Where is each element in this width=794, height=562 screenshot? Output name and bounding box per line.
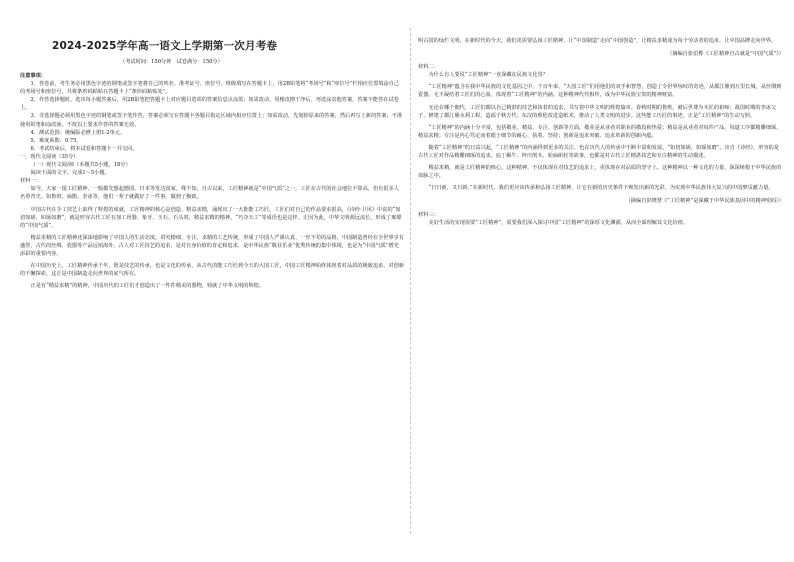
material1-paragraph: 在中国历史上，工匠精神传承千年，既是技艺的传承，也是文化的传承。从古代的能工巧匠到今天的大国工匠，中国工匠精神始终体现着对品质的极致追求，对创新的不懈探索，这正是中国制造走向世界的底气所在。 [20, 263, 405, 278]
material1-label: 材料一： [20, 178, 41, 185]
right-column [418, 0, 784, 562]
material2-source: （摘编自彭晓慧《“工匠精神”是深藏于中华民族基因中的精神密码》） [625, 198, 784, 205]
material2-paragraph: 精益求精，就是工匠精神的核心。这种精神，不仅体现在对技艺的追求上，更体现在对品质的坚守上。这种精神以一种文化的力量，深深植根于中华民族的血脉之中。 [418, 165, 782, 180]
material1-continued: 明古国的灿烂文明。在新时代的今天，我们更需要弘扬工匠精神，让“中国制造”走向“中国创造”，让精益求精成为每个劳动者的追求，让中国品牌走向世界。 [418, 38, 777, 44]
material1-source: （摘编自张伯桦《工匠精神自古就是“中国气质”》） [667, 51, 784, 58]
notice-item: 2．作答选择题时，选出每小题答案后，用2B铅笔把答题卡上对应题目选项的答案信息点涂黑；如需改动，用橡皮擦干净后，再选涂其他答案，答案不能答在试卷上。 [20, 97, 399, 112]
reading-instruction: 阅读下面的文字，完成1～5小题。 [30, 170, 110, 177]
exam-title: 2024-2025学年高一语文上学期第一次月考卷 [52, 40, 278, 52]
notice-item: 5．难度系数：0.75。 [30, 137, 82, 144]
notice-item: 3．非选择题必须用黑色字迹的钢笔或签字笔作答，答案必须写在答题卡各题目指定区域内相应位置上；如需改动，先划掉原来的答案，然后再写上新的答案；不准使用铅笔和涂改液。不按以上要求作答的答案无效。 [20, 113, 403, 128]
notice-item: 6．考试结束后，将本试卷和答题卡一并交回。 [30, 145, 138, 152]
material2-paragraph: “工匠精神”的内涵十分丰富，包括敬业、精益、专注、创新等方面。敬业是从业者对职业的敬畏和热爱；精益是从业者对每件产品、每道工序都精雕细琢、精益求精；专注是内心笃定而着眼于细节的耐心、执着、坚持；创新是追求突破、追求革新的创新内蕴。 [418, 124, 782, 139]
material2-paragraph: 无论在哪个朝代，工匠们都以自己精湛的技艺和执着的追求，书写着中华文明的辉煌篇章。春秋时期的鲁班，被后世尊为木匠的祖师；战国时期的李冰父子，修建了都江堰水利工程，造福千秋万代；东汉的蔡伦改进造纸术，推动了人类文明的进步。这些能工巧匠的事迹，正是“工匠精神”的生动写照。 [418, 104, 777, 119]
material1-paragraph: 精益求精的工匠精神还深深地影响了中国人的生活态度。讲究精细、专注、求精的工艺传统，形成了中国人严谨认真、一丝不苟的品格。中国制造曾经在全世界享有盛誉，古代的丝绸、瓷器等产品远销海外。古人对工匠技艺的追求，是对自身价值的肯定和追求，是中华民族“敬业乐业”优秀传统的集中体现，也是为“中国气质”增光添彩的重要内容。 [20, 234, 405, 257]
exam-subtitle: （考试时间：150分钟 试卷满分：150分） [120, 59, 223, 65]
material1-paragraph: 如今，大家一提工匠精神，一般都先想起德国、日本等发达国家。殊不知，自古以来，工匠精神就是“中国气质”之一。工匠在古代的社会地位不算高，但有很多人名垂青史。如鲁班、扁鹊、李冰等，他们一辈子就做好了一件事，做到了极致。 [20, 186, 399, 201]
section-heading: 一、现代文阅读（35分） [20, 153, 79, 160]
material2-paragraph: 为什么有人要说“工匠精神”一直深藏在民族文化里？ [428, 72, 548, 79]
right-body [418, 37, 784, 227]
notice-heading: 注意事项： [20, 73, 46, 79]
left-column [20, 0, 404, 562]
column-divider [410, 28, 411, 534]
material2-paragraph: “日日新，又日新。”在新时代，我们更应该传承和弘扬工匠精神，让它在新的历史条件下焕发出新的光彩，为实现中华民族伟大复兴的中国梦贡献力量。 [428, 185, 774, 192]
material3-label: 材料三： [418, 211, 439, 218]
material2-paragraph: “工匠精神”蕴含在我中华民族的文化基因之中。千百年来，“大国工匠”们用他们的双手和智慧，创造了令世界惊叹的奇迹。从都江堰到万里长城，从丝绸到瓷器，无不凝结着工匠们的心血，体现着“工匠精神”的内涵。这种精神代代相传，成为中华民族宝贵的精神财富。 [418, 84, 782, 99]
material3-paragraph: 美好生活的实现需要“工匠精神”，需要我们深入探讨中国“工匠精神”的深厚文化渊源，从而全面理解其文化价值。 [428, 219, 689, 226]
material2-label: 材料二： [418, 64, 439, 71]
material1-paragraph: 中国古代在手工技艺上取得了辉煌的成就，工匠精神的核心是创造、精益求精，涌现出了一大批能工巧匠。工匠们对自己的作品要求很高，《诗经·卫风》中说的“如切如磋，如琢如磨”，就是形容古代工匠在加工骨器、象牙、玉石、石头时，精益求精的精神。“巧夺天工”等成语也是这样。正因为此，中华文明源远流长，形成了璀璨的“中国气质”。 [20, 206, 402, 229]
notice-item: 1．答卷前，考生务必用黑色字迹的钢笔或签字笔将自己的姓名、准考证号、座位号、班级填写在答题卡上，用2B铅笔将“考场号”和“座位号”栏相应位置填涂自己的考场号和座位号，并将条形码粘贴在答题卡上“条形码粘贴处”。 [20, 81, 400, 96]
left-body [20, 72, 404, 290]
notice-item: 4．测试范围：统编版必修上册1-2单元。 [30, 129, 126, 136]
subsection-heading: （一）现代文阅读Ⅰ（本题共5小题，18分） [30, 162, 131, 169]
material1-paragraph: 正是有“精益求精”的精神，中国历代的工匠们才创造出了一件件精美的器物，铸就了中华文明的辉煌。 [30, 283, 265, 290]
material2-paragraph: 随着“工匠精神”的日益兴起，“工匠精神”的内涵得到更多的关注，也在历代人的传承中不断丰富和发展。“如切如磋，如琢如磨”，出自《诗经》，形容的是古代工匠对作品精雕细琢的追求。庖丁解牛、梓庆削木、轮扁斫轮等故事，也都是对古代工匠精湛技艺和专注精神的生动描述。 [418, 144, 780, 160]
